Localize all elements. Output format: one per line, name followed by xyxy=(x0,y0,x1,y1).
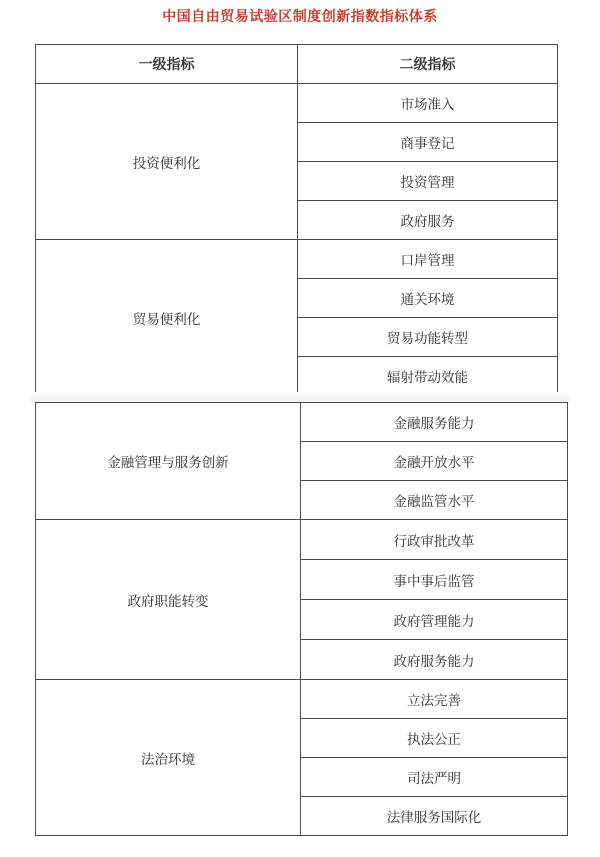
level1-cell: 金融管理与服务创新 xyxy=(36,403,301,520)
level2-cell: 立法完善 xyxy=(301,680,568,719)
level1-cell: 法治环境 xyxy=(36,680,301,836)
level2-cell: 口岸管理 xyxy=(298,240,558,279)
indicator-table-part-1 xyxy=(35,44,558,396)
table-row xyxy=(36,520,568,560)
level2-cell: 政府管理能力 xyxy=(301,600,568,640)
level2-cell: 通关环境 xyxy=(298,279,558,318)
level2-cell: 投资管理 xyxy=(298,162,558,201)
level1-cell: 贸易便利化 xyxy=(36,240,298,396)
level2-cell: 金融服务能力 xyxy=(301,403,568,442)
table-row xyxy=(36,84,558,123)
level2-cell: 行政审批改革 xyxy=(301,520,568,560)
level2-cell: 执法公正 xyxy=(301,719,568,758)
indicator-table-part-2 xyxy=(35,402,568,836)
level2-header: 二级指标 xyxy=(298,45,558,84)
level2-cell: 金融监管水平 xyxy=(301,481,568,520)
level2-cell: 辐射带动效能 xyxy=(298,357,558,396)
level2-cell: 司法严明 xyxy=(301,758,568,797)
table-header-row xyxy=(36,45,558,84)
table-row xyxy=(36,403,568,442)
level2-cell: 政府服务能力 xyxy=(301,640,568,680)
level2-cell: 事中事后监管 xyxy=(301,560,568,600)
level1-cell: 政府职能转变 xyxy=(36,520,301,680)
level2-cell: 商事登记 xyxy=(298,123,558,162)
level2-cell: 政府服务 xyxy=(298,201,558,240)
table-row xyxy=(36,680,568,719)
level2-cell: 金融开放水平 xyxy=(301,442,568,481)
table-row xyxy=(36,240,558,279)
level1-header: 一级指标 xyxy=(36,45,298,84)
level1-cell: 投资便利化 xyxy=(36,84,298,240)
level2-cell: 法律服务国际化 xyxy=(301,797,568,836)
level2-cell: 贸易功能转型 xyxy=(298,318,558,357)
level2-cell: 市场准入 xyxy=(298,84,558,123)
document-title: 中国自由贸易试验区制度创新指数指标体系 xyxy=(162,9,438,25)
